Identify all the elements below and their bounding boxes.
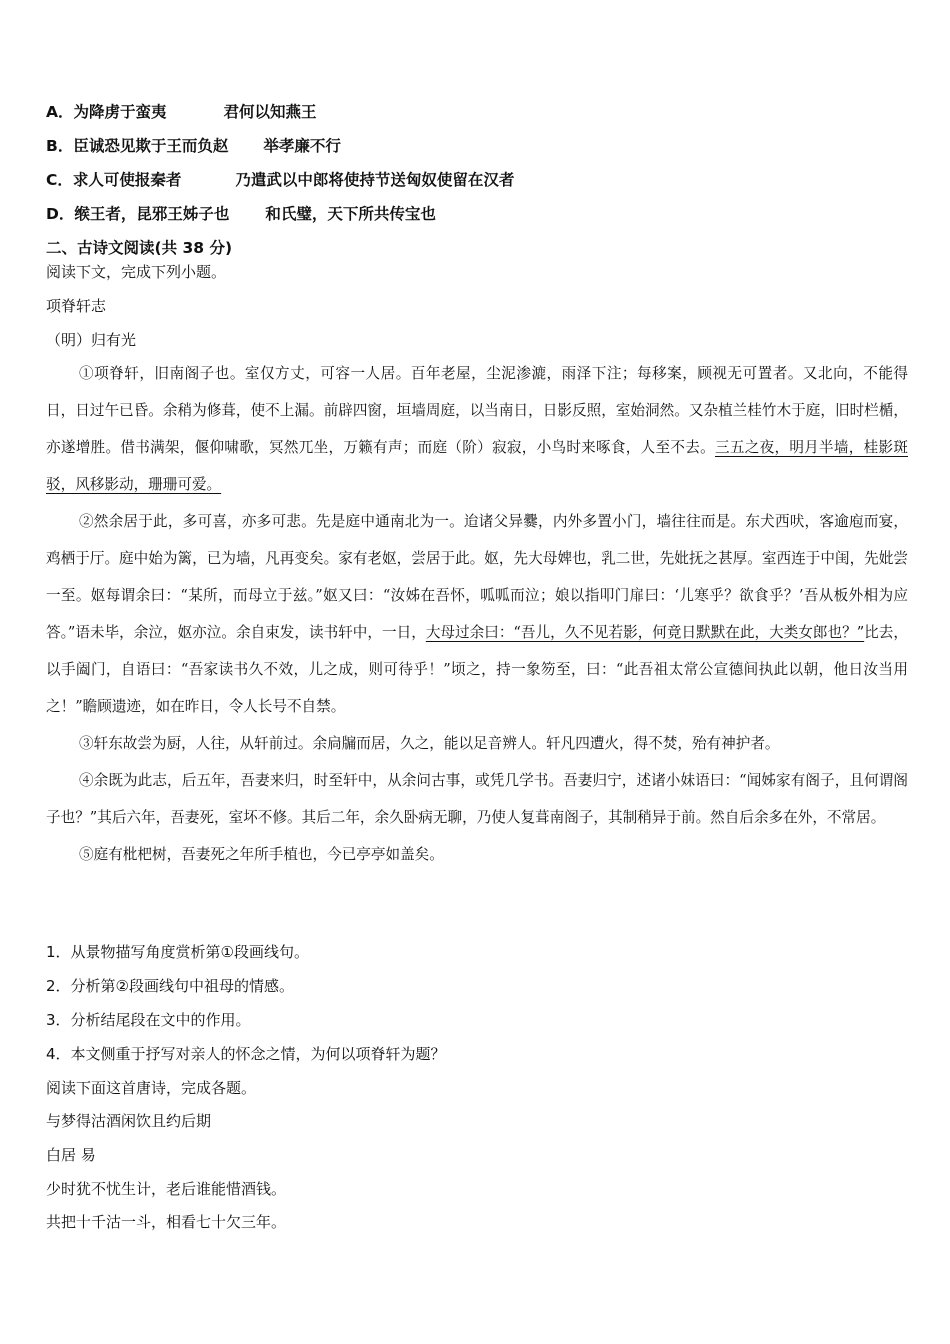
section-title: 二、古诗文阅读(共 38 分) (46, 239, 233, 257)
question-2: 2．分析第②段画线句中祖母的情感。 (46, 977, 294, 995)
essay-author: （明）归有光 (46, 331, 137, 349)
option-c-left: 求人可使报秦者 (72, 171, 182, 189)
option-d (46, 204, 436, 224)
paragraph-2-text-after: 比去，以手阖门，自语曰：“吾家读书久不效，儿之成，则可待乎！”顷之，持一象笏至，曰：“此吾祖太常公宣德间执此以朝，他日汝当用之！”瞻顾遗迹，如在昨日，令人长号不自禁。 (46, 624, 908, 715)
option-b-right: 举孝廉不行 (263, 137, 341, 155)
option-b-letter: B． (46, 137, 74, 155)
paragraph-1-text: ①项脊轩，旧南阁子也。室仅方丈，可容一人居。百年老屋，尘泥渗漉，雨泽下注；每移案，顾视无可置者。又北向，不能得日，日过午已昏。余稍为修葺，使不上漏。前辟四窗，垣墙周庭，以当南日，日影反照，室始洞然。又杂植兰桂竹木于庭，旧时栏楯，亦遂增胜。借书满架，偃仰啸歌，冥然兀坐，万籁有声；而庭（阶）寂寂，小鸟时来啄食，人至不去。 (46, 365, 908, 456)
paragraph-1-underlined: 三五之夜，明月半墙，桂影斑驳，风移影动，珊珊可爱。 (46, 439, 908, 493)
option-c (46, 170, 514, 190)
paragraph-4: ④余既为此志，后五年，吾妻来归，时至轩中，从余问古事，或凭几学书。吾妻归宁，述诸小妹语曰：“闻姊家有阁子，且何谓阁子也？”其后六年，吾妻死，室坏不修。其后二年，余久卧病无聊，乃使人复葺南阁子，其制稍异于前。然自后余多在外，不常居。 (46, 772, 908, 826)
option-c-letter: C． (46, 171, 73, 189)
option-a-right: 君何以知燕王 (223, 103, 317, 121)
poem-line-2: 共把十千沽一斗，相看七十欠三年。 (46, 1213, 287, 1231)
essay-title: 项脊轩志 (46, 297, 107, 315)
poem-line-1: 少时犹不忧生计，老后谁能惜酒钱。 (46, 1180, 287, 1198)
option-d-right: 和氏璧，天下所共传宝也 (265, 205, 436, 223)
option-a (46, 102, 317, 122)
poem-author: 白居 易 (46, 1146, 96, 1164)
paragraph-1 (46, 355, 908, 503)
option-d-letter: D． (46, 205, 75, 223)
paragraph-5: ⑤庭有枇杷树，吾妻死之年所手植也，今已亭亭如盖矣。 (79, 846, 444, 863)
option-d-left: 缑王者，昆邪王姊子也 (74, 205, 230, 223)
paragraph-2-underlined: 大母过余曰：“吾儿，久不见若影，何竟日默默在此，大类女郎也？” (425, 624, 865, 641)
poem-title: 与梦得沽酒闲饮且约后期 (46, 1112, 212, 1130)
option-b (46, 136, 341, 156)
paragraph-2-text: ②然余居于此，多可喜，亦多可悲。先是庭中通南北为一。迨诸父异爨，内外多置小门，墙往往而是。东犬西吠，客逾庖而宴，鸡栖于厅。庭中始为篱，已为墙，凡再变矣。家有老妪，尝居于此。妪，先大母婢也，乳二世，先妣抚之甚厚。室西连于中闺，先妣尝一至。妪每谓余曰：“某所，而母立于兹。”妪又曰：“汝姊在吾怀，呱呱而泣；娘以指叩门扉曰：‘儿寒乎？欲食乎？’吾从板外相为应答。”语未毕，余泣，妪亦泣。余自束发，读书轩中，一日， (46, 513, 908, 641)
question-3: 3．分析结尾段在文中的作用。 (46, 1011, 251, 1029)
paragraph-3: ③轩东故尝为厨，人往，从轩前过。余扃牖而居，久之，能以足音辨人。轩凡四遭火，得不焚，殆有神护者。 (79, 735, 780, 752)
question-1: 1．从景物描写角度赏析第①段画线句。 (46, 943, 309, 961)
option-a-letter: A． (46, 103, 74, 121)
option-b-left: 臣诚恐见欺于王而负赵 (73, 137, 229, 155)
reading-instruction: 阅读下文，完成下列小题。 (46, 263, 227, 281)
option-a-left: 为降虏于蛮夷 (73, 103, 167, 121)
option-c-right: 乃遣武以中郎将使持节送匈奴使留在汉者 (235, 171, 515, 189)
question-4: 4．本文侧重于抒写对亲人的怀念之情，为何以项脊轩为题？ (46, 1045, 446, 1063)
essay-body (46, 355, 908, 873)
poem-instruction: 阅读下面这首唐诗，完成各题。 (46, 1079, 257, 1097)
paragraph-2 (46, 503, 908, 725)
